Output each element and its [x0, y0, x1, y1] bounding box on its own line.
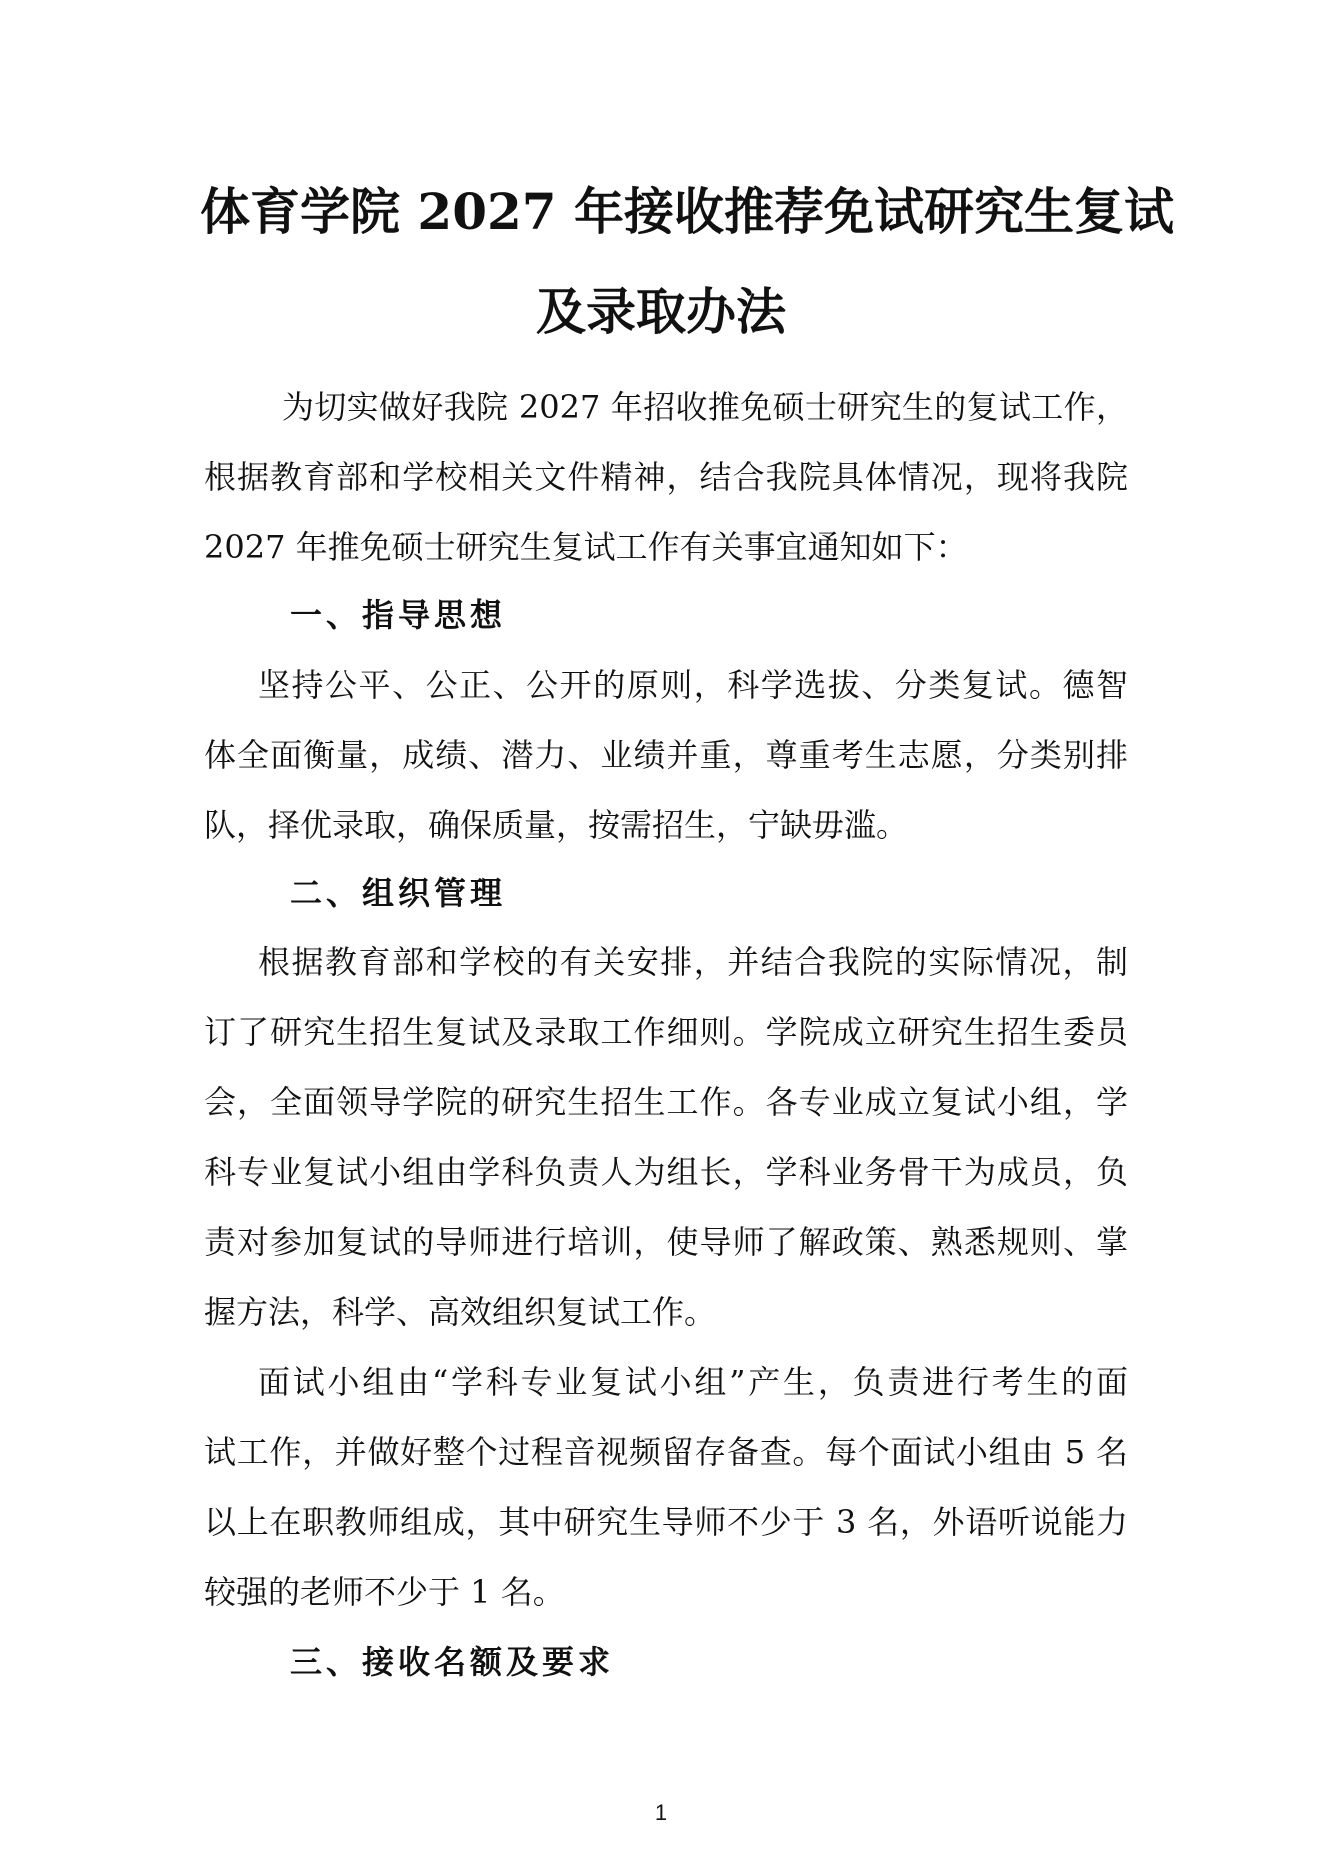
intro-line-3: 2027 年推免硕士研究生复试工作有关事宜通知如下：: [204, 528, 968, 566]
section-2-para-2-line-2: 试工作，并做好整个过程音视频留存备查。每个面试小组由 5 名: [204, 1433, 1128, 1471]
section-2-para-1-line-1: 根据教育部和学校的有关安排，并结合我院的实际情况，制: [258, 943, 1128, 981]
section-2-para-1-line-4: 科专业复试小组由学科负责人为组长，学科业务骨干为成员，负: [204, 1153, 1128, 1191]
document-title-line-1: 体育学院 2027 年接收推荐免试研究生复试: [200, 182, 1174, 241]
document-title-line-2: 及录取办法: [536, 282, 786, 341]
section-2-para-2-line-3: 以上在职教师组成，其中研究生导师不少于 3 名，外语听说能力: [204, 1503, 1128, 1541]
section-2-para-1-line-5: 责对参加复试的导师进行培训，使导师了解政策、熟悉规则、掌: [204, 1223, 1128, 1261]
intro-line-2: 根据教育部和学校相关文件精神，结合我院具体情况，现将我院: [204, 458, 1128, 496]
page-number: 1: [654, 1800, 668, 1825]
section-2-para-1-line-6: 握方法，科学、高效组织复试工作。: [204, 1293, 717, 1331]
section-2-para-2-line-1: 面试小组由“学科专业复试小组”产生，负责进行考生的面: [258, 1363, 1128, 1401]
section-1-line-3: 队，择优录取，确保质量，按需招生，宁缺毋滥。: [204, 806, 909, 844]
section-1-heading: 一、指导思想: [290, 596, 507, 634]
section-2-para-1-line-3: 会，全面领导学院的研究生招生工作。各专业成立复试小组，学: [204, 1083, 1128, 1121]
section-2-heading: 二、组织管理: [290, 874, 507, 912]
section-1-line-1: 坚持公平、公正、公开的原则，科学选拔、分类复试。德智: [258, 666, 1128, 704]
intro-line-1: 为切实做好我院 2027 年招收推免硕士研究生的复试工作，: [282, 388, 1128, 426]
section-2-para-1-line-2: 订了研究生招生复试及录取工作细则。学院成立研究生招生委员: [204, 1013, 1128, 1051]
section-1-line-2: 体全面衡量，成绩、潜力、业绩并重，尊重考生志愿，分类别排: [204, 736, 1128, 774]
section-2-para-2-line-4: 较强的老师不少于 1 名。: [204, 1573, 565, 1611]
section-3-heading: 三、接收名额及要求: [290, 1643, 615, 1681]
